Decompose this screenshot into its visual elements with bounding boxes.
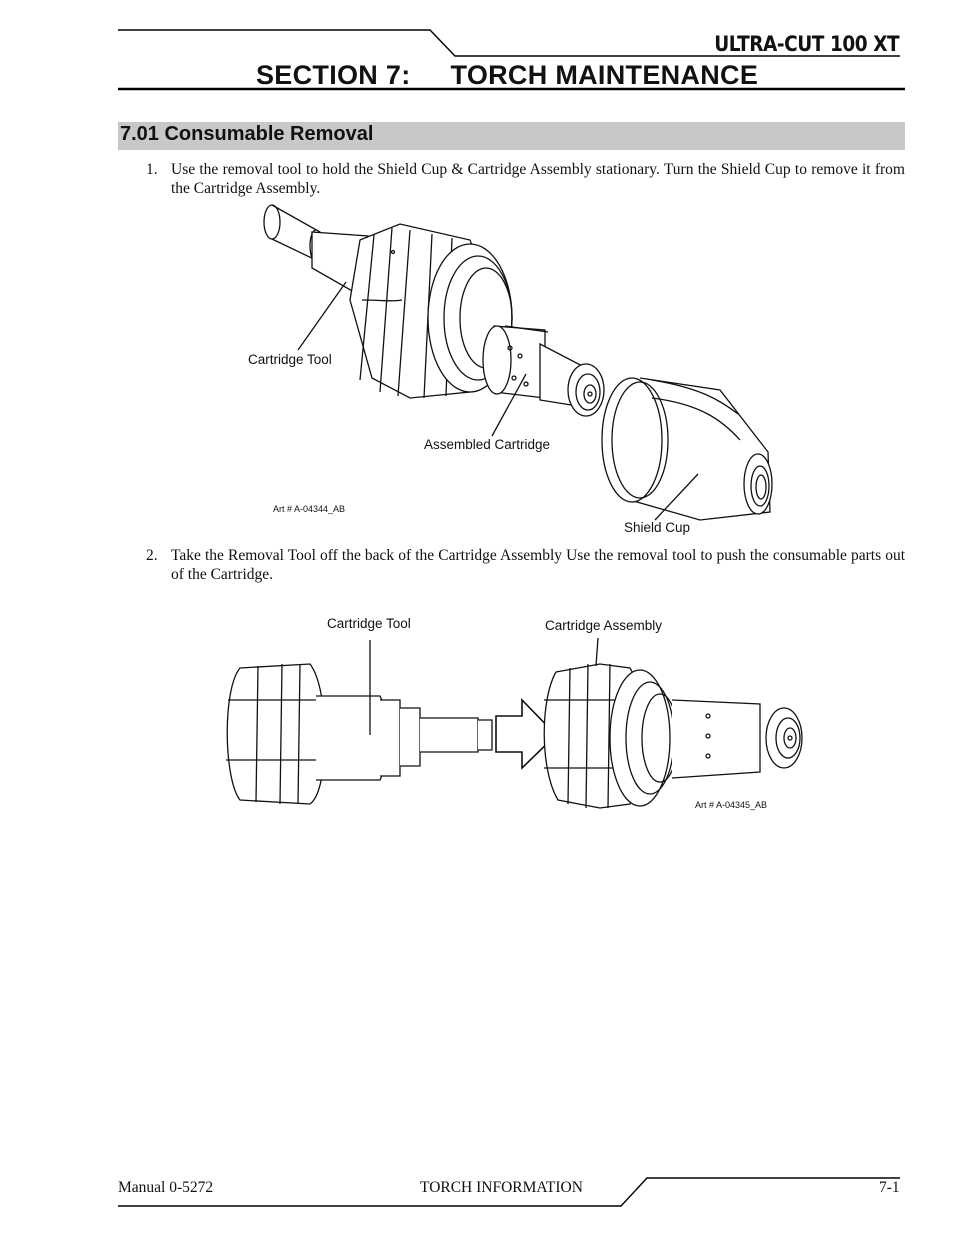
art-number: Art # A-04345_AB — [695, 800, 768, 810]
label-shield-cup: Shield Cup — [624, 520, 691, 535]
step-number: 1. — [146, 161, 158, 178]
label-cartridge-tool: Cartridge Tool — [327, 616, 411, 631]
footer-section: TORCH INFORMATION — [420, 1179, 583, 1196]
label-cartridge-assembly: Cartridge Assembly — [545, 618, 663, 633]
art-number: Art # A-04344_AB — [273, 504, 346, 514]
label-assembled-cartridge: Assembled Cartridge — [424, 437, 551, 452]
removal-tool-drawing — [226, 664, 492, 804]
leader-line — [596, 638, 598, 666]
step-number: 2. — [146, 547, 158, 564]
manual-number: Manual 0-5272 — [118, 1179, 214, 1196]
section-name: TORCH MAINTENANCE — [450, 60, 759, 90]
section-label: SECTION 7: — [256, 60, 411, 90]
step-text: Use the removal tool to hold the Shield Cup & Cartridge Assembly stationary. Turn the Shield Cup to remove it from the Cartridge Assembly. — [171, 161, 905, 197]
product-name: ULTRA-CUT 100 XT — [714, 32, 899, 56]
subsection-title: 7.01 Consumable Removal — [120, 123, 374, 145]
page-number: 7-1 — [879, 1179, 900, 1196]
cartridge-assembly-drawing — [544, 664, 802, 808]
label-cartridge-tool: Cartridge Tool — [248, 352, 332, 367]
step-text: Take the Removal Tool off the back of the Cartridge Assembly Use the removal tool to push the consumable parts out of the Cartridge. — [171, 547, 905, 583]
